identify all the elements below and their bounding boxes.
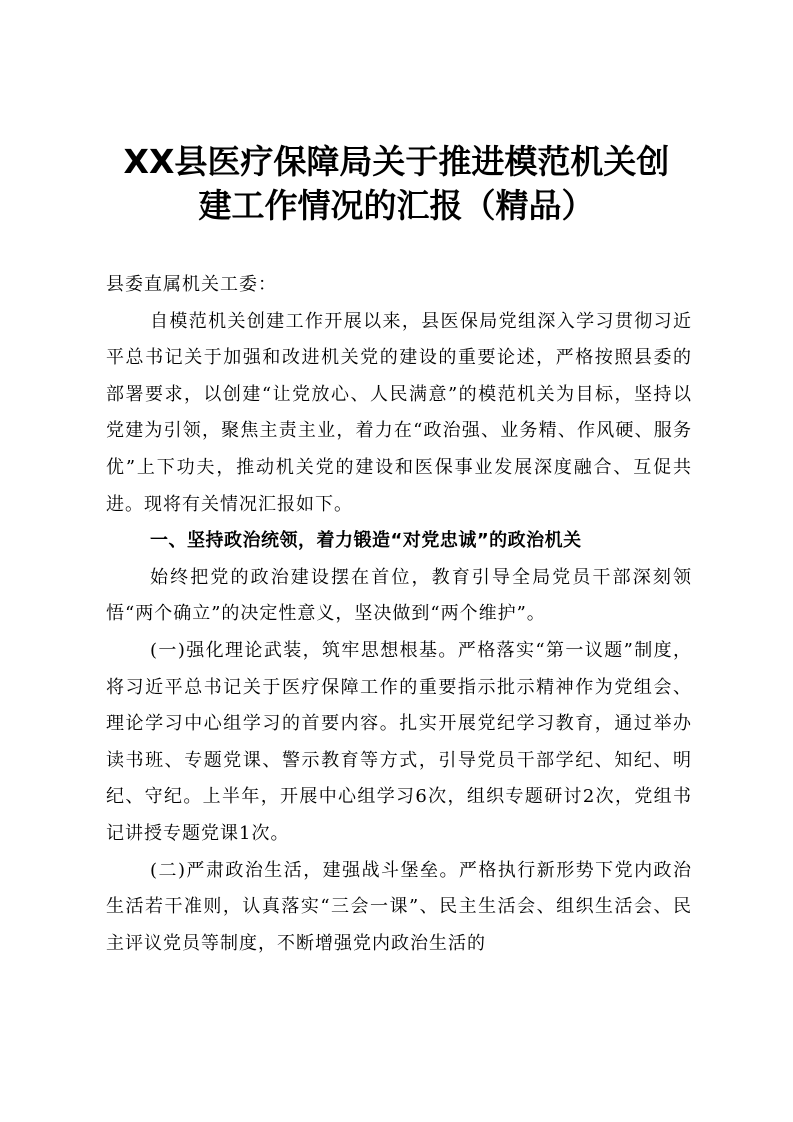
- document-body: [106, 267, 692, 962]
- title-line-1: XX县医疗保障局关于推进模范机关创: [123, 142, 670, 181]
- document-title: [100, 140, 693, 228]
- title-line-2: 建工作情况的汇报（精品）: [198, 186, 595, 225]
- item-paragraph-1: (一)强化理论武装，筑牢思想根基。严格落实“第一议题”制度，将习近平总书记关于医疗保障工作的重要指示批示精神作为党组会、理论学习中心组学习的首要内容。扎实开展党纪学习教育，通过举办读书班、专题党课、警示教育等方式，引导党员干部学纪、知纪、明纪、守纪。上半年，开展中心组学习6次，组织专题研讨2次，党组书记讲授专题党课1次。: [106, 639, 692, 844]
- section-heading: 一、坚持政治统领，着力锻造“对党忠诚”的政治机关: [150, 530, 582, 552]
- salutation: 县委直属机关工委：: [106, 274, 277, 295]
- section-intro-paragraph: 始终把党的政治建设摆在首位，教育引导全局党员干部深刻领悟“两个确立”的决定性意义，坚决做到“两个维护”。: [106, 566, 692, 625]
- intro-paragraph: 自模范机关创建工作开展以来，县医保局党组深入学习贯彻习近平总书记关于加强和改进机关党的建设的重要论述，严格按照县委的部署要求，以创建“让党放心、人民满意”的模范机关为目标，坚持以党建为引领，聚焦主责主业，着力在“政治强、业务精、作风硬、服务优”上下功夫，推动机关党的建设和医保事业发展深度融合、互促共进。现将有关情况汇报如下。: [106, 310, 692, 515]
- item-paragraph-2: (二)严肃政治生活，建强战斗堡垒。严格执行新形势下党内政治生活若干准则，认真落实“三会一课”、民主生活会、组织生活会、民主评议党员等制度，不断增强党内政治生活的: [106, 859, 692, 954]
